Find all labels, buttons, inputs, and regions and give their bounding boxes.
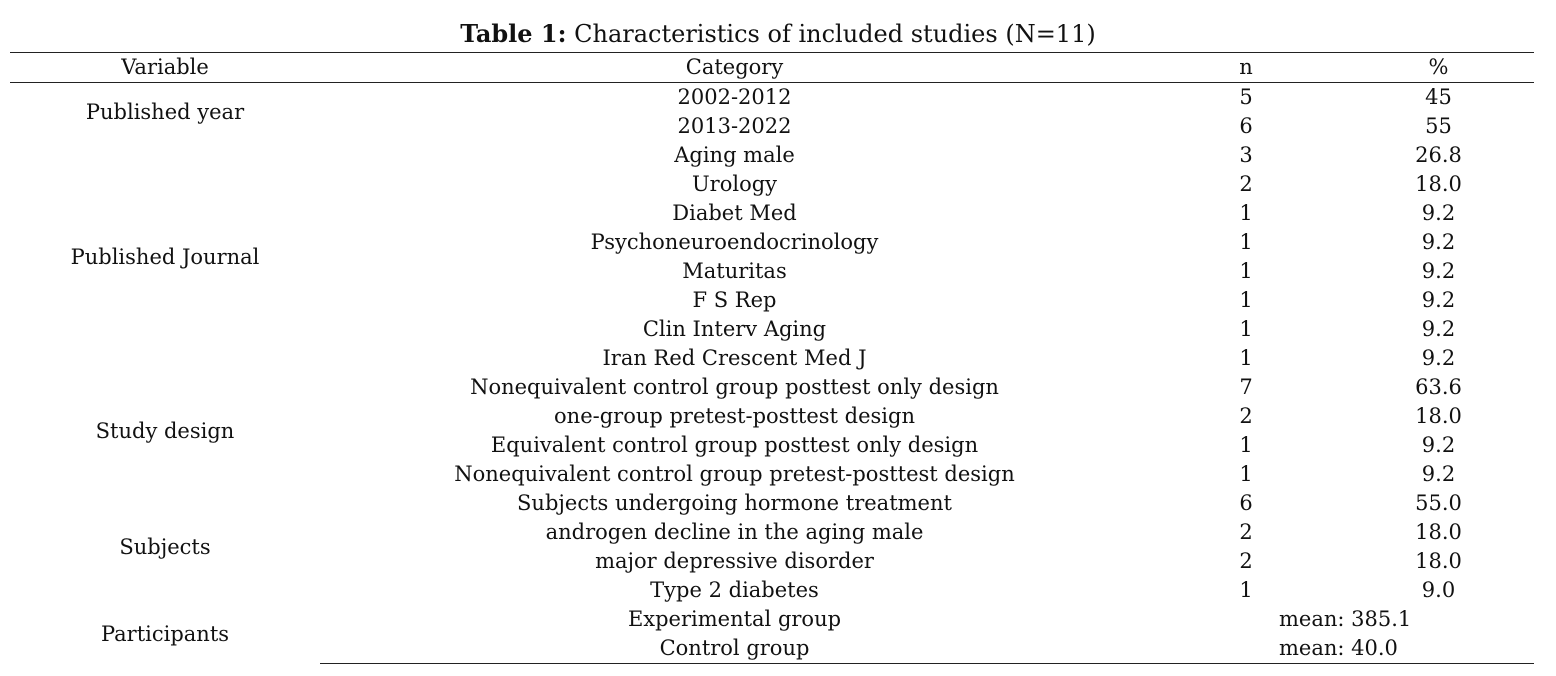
percent-cell: 9.2	[1421, 433, 1456, 457]
category-cell: Maturitas	[682, 259, 787, 283]
mean-cell: mean: 385.1	[1279, 607, 1412, 631]
n-cell: 5	[1239, 85, 1253, 109]
percent-cell: 55	[1425, 114, 1452, 138]
n-cell: 2	[1239, 549, 1253, 573]
percent-cell: 9.2	[1421, 462, 1456, 486]
table-row	[10, 141, 1534, 170]
n-cell: 1	[1239, 346, 1253, 370]
table-row	[10, 373, 1534, 402]
variable-cell: Study design	[95, 418, 235, 443]
variable-cell: Participants	[100, 621, 230, 646]
variable-cell: Subjects	[119, 534, 211, 559]
percent-cell: 18.0	[1415, 404, 1462, 428]
n-cell: 1	[1239, 578, 1253, 602]
category-cell: Clin Interv Aging	[642, 317, 827, 341]
header-row	[10, 53, 1534, 83]
category-cell: Psychoneuroendocrinology	[590, 230, 879, 254]
n-cell: 1	[1239, 230, 1253, 254]
percent-cell: 63.6	[1415, 375, 1462, 399]
category-cell: Aging male	[674, 143, 795, 167]
n-cell: 1	[1239, 462, 1253, 486]
category-cell: Iran Red Crescent Med J	[602, 346, 867, 370]
category-cell: one-group pretest-posttest design	[554, 404, 915, 428]
n-cell: 1	[1239, 288, 1253, 312]
n-cell: 6	[1239, 114, 1253, 138]
n-cell: 7	[1239, 375, 1253, 399]
percent-cell: 9.2	[1421, 259, 1456, 283]
percent-cell: 18.0	[1415, 172, 1462, 196]
table-caption-label: Table 1:	[460, 19, 567, 48]
category-cell: major depressive disorder	[595, 549, 874, 573]
percent-cell: 9.2	[1421, 201, 1456, 225]
header-variable: Variable	[10, 53, 320, 83]
percent-cell: 9.2	[1421, 346, 1456, 370]
table-caption	[0, 18, 1556, 50]
category-cell: 2002-2012	[677, 85, 792, 109]
percent-cell: 9.2	[1421, 317, 1456, 341]
table-caption-text: Characteristics of included studies (N=11)	[574, 20, 1096, 48]
n-cell: 3	[1239, 143, 1253, 167]
percent-cell: 9.2	[1421, 288, 1456, 312]
variable-cell: Published year	[85, 99, 245, 124]
n-cell: 2	[1239, 404, 1253, 428]
category-cell: Control group	[320, 634, 1149, 664]
percent-cell: 26.8	[1415, 143, 1462, 167]
n-cell: 1	[1239, 259, 1253, 283]
category-cell: Type 2 diabetes	[650, 578, 819, 602]
category-cell: androgen decline in the aging male	[545, 520, 924, 544]
header-n: n	[1149, 53, 1343, 83]
percent-cell: 9.0	[1421, 578, 1456, 602]
header-category: Category	[320, 53, 1149, 83]
category-cell: Nonequivalent control group pretest-posttest design	[454, 462, 1015, 486]
header-percent: %	[1343, 53, 1534, 83]
characteristics-table	[10, 52, 1534, 664]
category-cell: Experimental group	[627, 607, 842, 631]
category-cell: F S Rep	[692, 288, 777, 312]
table-row	[10, 605, 1534, 634]
table-header	[10, 53, 1534, 83]
n-cell: 2	[1239, 172, 1253, 196]
percent-cell: 18.0	[1415, 549, 1462, 573]
table-row	[10, 83, 1534, 113]
percent-cell: 9.2	[1421, 230, 1456, 254]
percent-cell: 55.0	[1415, 491, 1462, 515]
table-row	[10, 489, 1534, 518]
n-cell: 1	[1239, 317, 1253, 341]
category-cell: Diabet Med	[672, 201, 797, 225]
n-cell: 6	[1239, 491, 1253, 515]
mean-cell: mean: 40.0	[1149, 634, 1534, 664]
category-cell: Subjects undergoing hormone treatment	[517, 491, 952, 515]
n-cell: 1	[1239, 433, 1253, 457]
n-cell: 2	[1239, 520, 1253, 544]
percent-cell: 18.0	[1415, 520, 1462, 544]
variable-cell: Published Journal	[70, 244, 260, 269]
category-cell: 2013-2022	[677, 114, 792, 138]
category-cell: Nonequivalent control group posttest only design	[470, 375, 999, 399]
percent-cell: 45	[1425, 85, 1452, 109]
category-cell: Urology	[691, 172, 778, 196]
category-cell: Equivalent control group posttest only design	[490, 433, 979, 457]
table-body	[10, 83, 1534, 664]
n-cell: 1	[1239, 201, 1253, 225]
